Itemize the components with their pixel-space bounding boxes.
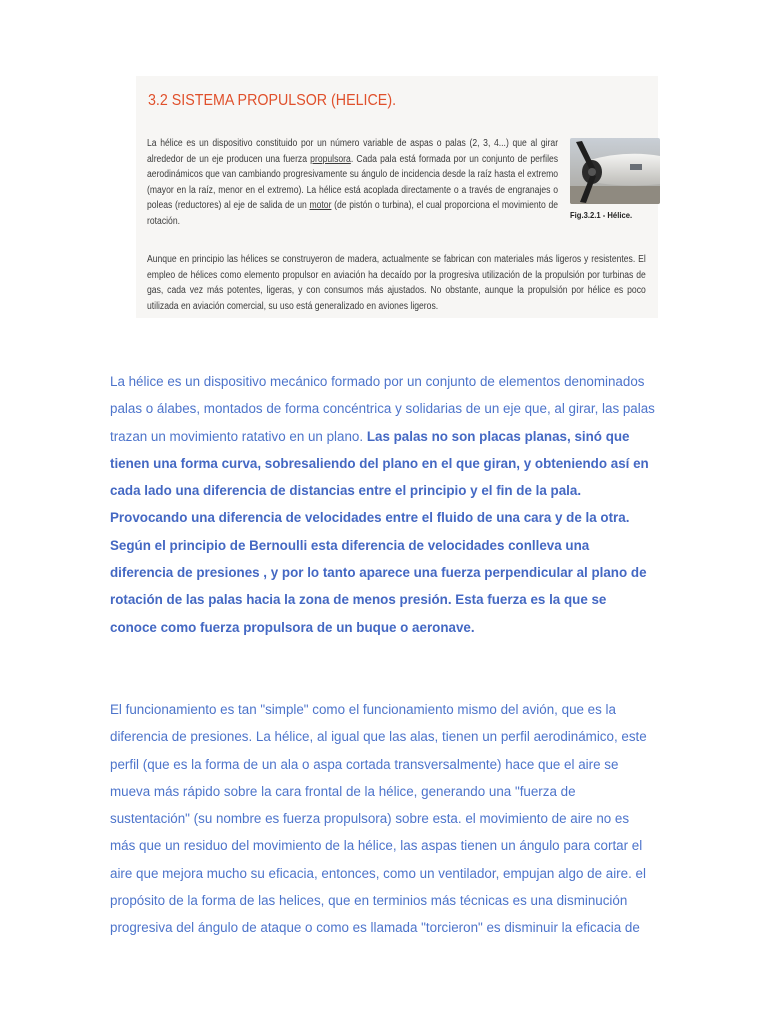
body-paragraph-1 [110, 368, 655, 641]
scanned-excerpt [136, 76, 658, 318]
propeller-photo [570, 138, 660, 204]
motor-link[interactable]: motor [309, 200, 332, 211]
excerpt-text: La hélice es un dispositivo constituido por un número variable de aspas o palas (2, 3, 4...) que al girar alrededor de un eje producen una fuerza [147, 138, 559, 165]
section-heading: 3.2 SISTEMA PROPULSOR (HELICE). [148, 92, 397, 109]
body-text: La hélice es un dispositivo mecánico formado por un conjunto de elementos denominados palas o álabes, montados de forma concéntrica y solidarias de un eje que, al girar, las palas trazan un movimiento ratativo en un plano. [110, 374, 655, 444]
excerpt-paragraph-2: Aunque en principio las hélices se construyeron de madera, actualmente se fabrican con materiales más ligeros y resistentes. El empleo de hélices como elemento propulsor en aviación ha decaído por la progresiva utilización de la propulsión por turbinas de gas, cada vez más potentes, ligeras, y con consumos más ajustados. No obstante, aunque la propulsión por hélice es poco utilizada en aviación comercial, su uso está generalizado en aviones ligeros. [147, 254, 646, 312]
propulsora-link[interactable]: propulsora [310, 153, 351, 165]
body-bold-text: Las palas no son placas planas, sinó que tienen una forma curva, sobresaliendo del plano en el que giran, y obteniendo así en cada lado una diferencia de distancias entre el principio y el fin de la pala. Provocando una diferencia de velocidades entre el fluido de una cara y de la otra. Según el principio de Bernoulli esta diferencia de velocidades conlleva una diferencia de presiones , y por lo tanto aparece una fuerza perpendicular al plano de rotación de las palas hacia la zona de menos presión. Esta fuerza es la que se conoce como fuerza propulsora de un buque o aeronave. [110, 428, 649, 635]
figure-caption: Fig.3.2.1 - Hélice. [570, 210, 633, 220]
excerpt-paragraph-1 [147, 136, 558, 229]
excerpt-text: . Cada pala está formada por un conjunto de perfiles aerodinámicos que van cambiando progresivamente su ángulo de incidencia desde la raíz hasta el extremo (mayor en la raíz, menor en el extremo). La hélice está acoplada directamente o a través de engranajes o poleas (reductores) al eje de salida de un [147, 153, 559, 211]
excerpt-text: (de pistón o turbina), el cual proporciona el movimiento de rotación. [147, 200, 559, 227]
body-paragraph-2: El funcionamiento es tan "simple" como el funcionamiento mismo del avión, que es la diferencia de presiones. La hélice, al igual que las alas, tienen un perfil aerodinámico, este perfil (que es la forma de un ala o aspa cortada transversalmente) hace que el aire se mueva más rápido sobre la cara frontal de la hélice, generando una "fuerza de sustentación" (su nombre es fuerza propulsora) sobre esta. el movimiento de aire no es más que un residuo del movimiento de la hélice, las aspas tienen un ángulo para cortar el aire que mejora mucho su eficacia, entonces, como un ventilador, empujan algo de aire. el propósito de la forma de las helices, que en terminios más técnicas es una disminución progresiva del ángulo de ataque o como es llamada "torcieron" es disminuir la eficacia de [110, 702, 647, 936]
